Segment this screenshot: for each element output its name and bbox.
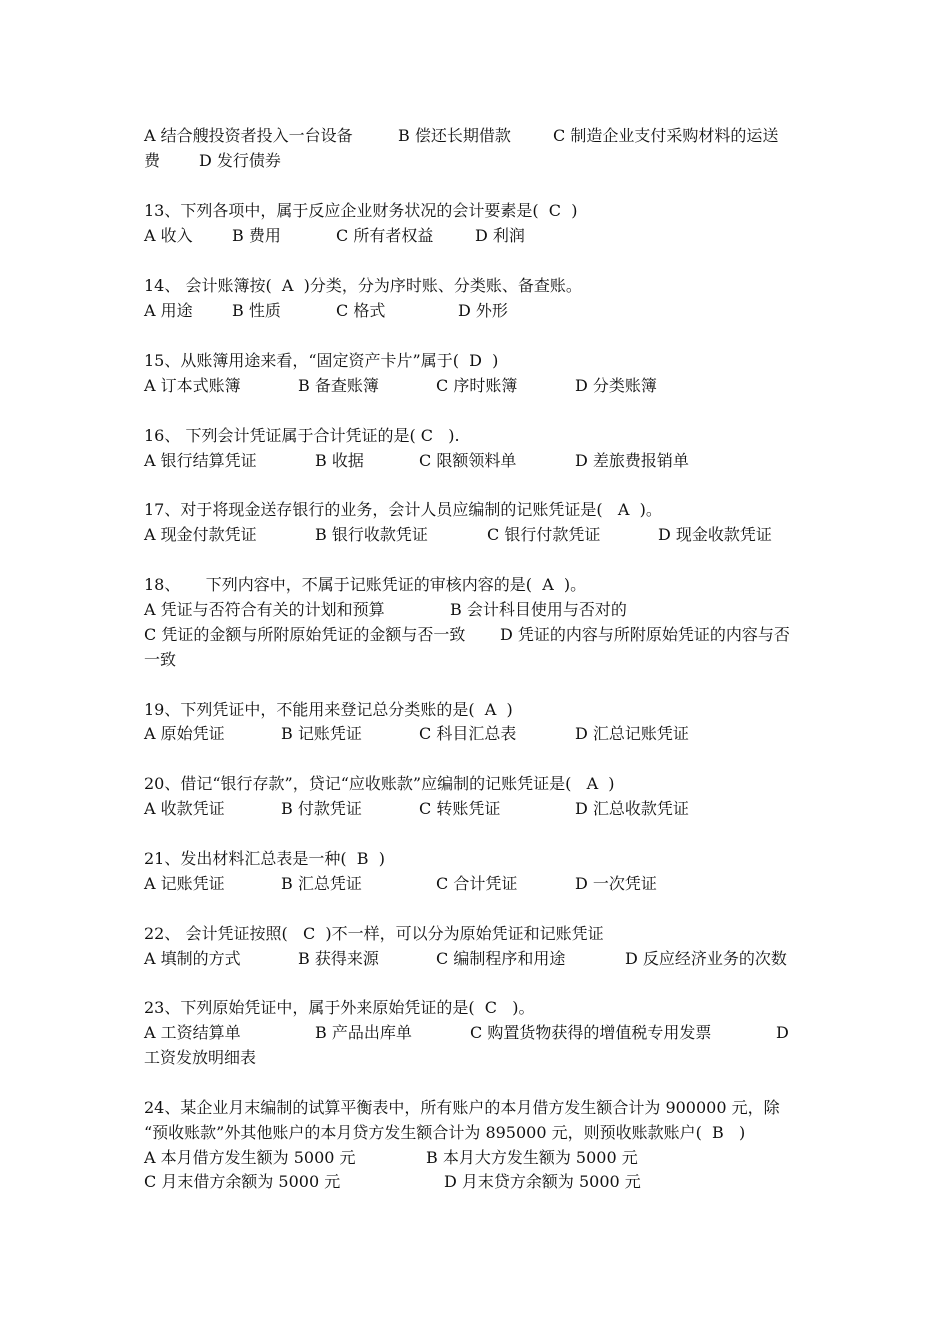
option-b: B 费用 bbox=[232, 226, 281, 245]
option-d: D 现金收款凭证 bbox=[658, 525, 772, 544]
options-line bbox=[0, 1169, 641, 1194]
question-text: “预收账款”外其他账户的本月贷方发生额合计为 895000 元，则预收账款账户( B ) bbox=[144, 1123, 746, 1142]
option-d: D 分类账簿 bbox=[575, 376, 657, 395]
question-20 bbox=[0, 771, 615, 796]
option-a: A 结合艘投资者投入一台设备 bbox=[144, 126, 353, 145]
options-line bbox=[0, 298, 508, 323]
option-d: D 反应经济业务的次数 bbox=[625, 949, 787, 968]
option-b: B 收据 bbox=[315, 451, 364, 470]
options-line bbox=[0, 871, 657, 896]
question-text: 24、某企业月末编制的试算平衡表中，所有账户的本月借方发生额合计为 900000 元，除 bbox=[144, 1098, 780, 1117]
question-text: 22、 会计凭证按照( C )不一样，可以分为原始凭证和记账凭证 bbox=[144, 924, 604, 943]
option-d: D 汇总收款凭证 bbox=[575, 799, 689, 818]
options-line bbox=[0, 522, 772, 547]
options-line bbox=[0, 1020, 789, 1045]
option-c: C 凭证的金额与所附原始凭证的金额与否一致 bbox=[144, 625, 466, 644]
option-c: C 序时账簿 bbox=[436, 376, 518, 395]
question-24 bbox=[0, 1095, 780, 1120]
option-a: A 现金付款凭证 bbox=[144, 525, 257, 544]
option-c: C 限额领料单 bbox=[419, 451, 517, 470]
option-a: A 凭证与否符合有关的计划和预算 bbox=[144, 600, 385, 619]
option-d: D bbox=[776, 1023, 789, 1042]
options-line bbox=[0, 647, 177, 672]
options-line bbox=[0, 223, 525, 248]
option-c: C 制造企业支付采购材料的运送 bbox=[553, 126, 779, 145]
option-c: C 月末借方余额为 5000 元 bbox=[144, 1172, 341, 1191]
option-d: D 发行债券 bbox=[199, 151, 281, 170]
question-text: 21、发出材料汇总表是一种( B ) bbox=[144, 849, 385, 868]
option-b: B 性质 bbox=[232, 301, 281, 320]
question-21 bbox=[0, 846, 385, 871]
option-d: D 利润 bbox=[475, 226, 525, 245]
option-c-continued: 费 bbox=[144, 151, 161, 170]
options-line bbox=[0, 373, 657, 398]
option-a: A 本月借方发生额为 5000 元 bbox=[144, 1148, 356, 1167]
option-a: A 工资结算单 bbox=[144, 1023, 241, 1042]
options-line bbox=[0, 721, 689, 746]
options-line bbox=[0, 1045, 257, 1070]
question-text: 17、对于将现金送存银行的业务，会计人员应编制的记账凭证是( A )。 bbox=[144, 500, 662, 519]
question-15 bbox=[0, 348, 499, 373]
option-b: B 汇总凭证 bbox=[281, 874, 362, 893]
option-a: A 订本式账簿 bbox=[144, 376, 241, 395]
option-b: B 获得来源 bbox=[298, 949, 379, 968]
option-c: C 银行付款凭证 bbox=[487, 525, 601, 544]
option-b: B 备查账簿 bbox=[298, 376, 379, 395]
option-a: A 记账凭证 bbox=[144, 874, 225, 893]
option-d: D 凭证的内容与所附原始凭证的内容与否 bbox=[500, 625, 790, 644]
option-d-continued: 工资发放明细表 bbox=[144, 1048, 257, 1067]
question-text: 23、下列原始凭证中，属于外来原始凭证的是( C )。 bbox=[144, 998, 535, 1017]
question-24-continued bbox=[0, 1120, 746, 1145]
options-line bbox=[0, 946, 787, 971]
options-line bbox=[0, 1145, 638, 1170]
question-text: 14、 会计账簿按( A )分类，分为序时账、分类账、备查账。 bbox=[144, 276, 582, 295]
option-a: A 银行结算凭证 bbox=[144, 451, 257, 470]
question-17 bbox=[0, 497, 662, 522]
option-b: B 产品出库单 bbox=[315, 1023, 412, 1042]
question-text: 13、下列各项中，属于反应企业财务状况的会计要素是( C ) bbox=[144, 201, 578, 220]
option-d-continued: 一致 bbox=[144, 650, 177, 669]
question-16 bbox=[0, 423, 460, 448]
options-line bbox=[0, 796, 689, 821]
option-d: D 月末贷方余额为 5000 元 bbox=[444, 1172, 641, 1191]
question-text: 18、 下列内容中，不属于记账凭证的审核内容的是( A )。 bbox=[144, 575, 587, 594]
question-text: 15、从账簿用途来看，“固定资产卡片”属于( D ) bbox=[144, 351, 499, 370]
option-c: C 购置货物获得的增值税专用发票 bbox=[470, 1023, 712, 1042]
question-13 bbox=[0, 198, 578, 223]
question-text: 19、下列凭证中，不能用来登记总分类账的是( A ) bbox=[144, 700, 513, 719]
question-19 bbox=[0, 697, 513, 722]
option-d: D 汇总记账凭证 bbox=[575, 724, 689, 743]
option-b: B 银行收款凭证 bbox=[315, 525, 428, 544]
option-a: A 收款凭证 bbox=[144, 799, 225, 818]
option-c: C 格式 bbox=[336, 301, 386, 320]
option-c: C 编制程序和用途 bbox=[436, 949, 566, 968]
option-d: D 差旅费报销单 bbox=[575, 451, 689, 470]
question-22 bbox=[0, 921, 604, 946]
option-a: A 原始凭证 bbox=[144, 724, 225, 743]
options-line bbox=[0, 448, 689, 473]
option-c: C 转账凭证 bbox=[419, 799, 501, 818]
question-18 bbox=[0, 572, 587, 597]
options-line bbox=[0, 597, 627, 622]
option-c: C 合计凭证 bbox=[436, 874, 518, 893]
option-c: C 科目汇总表 bbox=[419, 724, 517, 743]
option-b: B 记账凭证 bbox=[281, 724, 362, 743]
question-14 bbox=[0, 273, 582, 298]
option-d: D 外形 bbox=[458, 301, 508, 320]
options-line bbox=[0, 123, 779, 148]
option-b: B 会计科目使用与否对的 bbox=[450, 600, 627, 619]
options-line bbox=[0, 622, 790, 647]
question-text: 20、借记“银行存款”，贷记“应收账款”应编制的记账凭证是( A ) bbox=[144, 774, 615, 793]
option-c: C 所有者权益 bbox=[336, 226, 434, 245]
option-a: A 填制的方式 bbox=[144, 949, 241, 968]
question-text: 16、 下列会计凭证属于合计凭证的是( C ). bbox=[144, 426, 460, 445]
option-b: B 本月大方发生额为 5000 元 bbox=[426, 1148, 638, 1167]
option-b: B 付款凭证 bbox=[281, 799, 362, 818]
options-line bbox=[0, 148, 281, 173]
option-a: A 用途 bbox=[144, 301, 193, 320]
option-d: D 一次凭证 bbox=[575, 874, 657, 893]
option-a: A 收入 bbox=[144, 226, 193, 245]
question-23 bbox=[0, 995, 535, 1020]
option-b: B 偿还长期借款 bbox=[398, 126, 511, 145]
